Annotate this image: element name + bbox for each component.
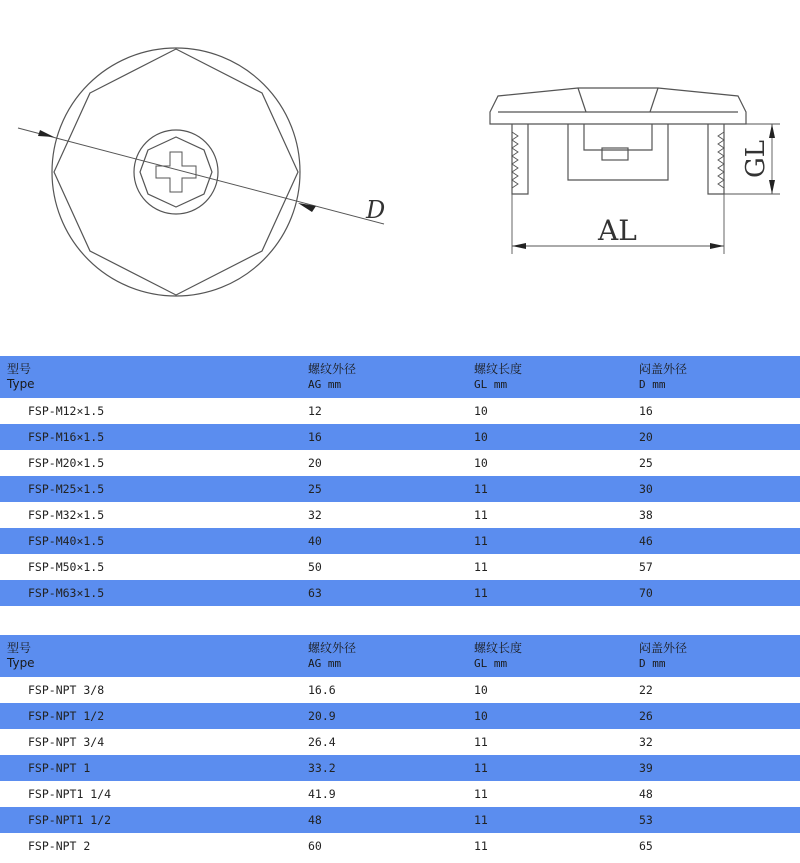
table-row [0,729,800,755]
cell-d: 38 [639,508,653,522]
cell-gl: 11 [474,508,488,522]
cell-d: 70 [639,586,653,600]
thread-teeth-left [512,132,518,188]
cell-d: 53 [639,813,653,827]
table-row [0,424,800,450]
cell-d: 32 [639,735,653,749]
cell-d: 57 [639,560,653,574]
cell-type: FSP-NPT1 1/4 [28,787,112,801]
cell-type: FSP-NPT1 1/2 [28,813,112,827]
npt-spec-table [0,635,800,859]
thread-left [512,124,528,194]
cell-ag: 48 [308,813,322,827]
cell-ag: 20 [308,456,322,470]
cell-type: FSP-NPT 2 [28,839,91,853]
header-ag: 螺纹外径 AG mm [308,641,357,670]
cell-type: FSP-M16×1.5 [28,430,105,444]
center-boss [584,124,652,150]
cell-type: FSP-M12×1.5 [28,404,105,418]
table-row [0,703,800,729]
table-row [0,450,800,476]
cell-gl: 11 [474,586,488,600]
cell-ag: 20.9 [308,709,336,723]
arrow-left [38,130,54,137]
cell-ag: 41.9 [308,787,336,801]
cell-gl: 10 [474,683,488,697]
inner-body [568,124,668,180]
cell-d: 46 [639,534,653,548]
cell-type: FSP-M50×1.5 [28,560,105,574]
cell-ag: 16.6 [308,683,336,697]
table-row [0,528,800,554]
cell-type: FSP-M63×1.5 [28,586,105,600]
cell-d: 30 [639,482,653,496]
gl-label: GL [741,139,771,178]
table-row [0,677,800,703]
table-header [0,635,800,677]
header-gl: 螺纹长度 GL mm [474,641,523,670]
cell-gl: 11 [474,787,488,801]
cell-type: FSP-M25×1.5 [28,482,105,496]
inner-circle [134,130,218,214]
cell-d: 65 [639,839,653,853]
cell-ag: 12 [308,404,322,418]
cell-gl: 11 [474,560,488,574]
metric-spec-table [0,356,800,606]
cell-ag: 32 [308,508,322,522]
cell-gl: 10 [474,404,488,418]
table-row [0,781,800,807]
phillips-slot [156,152,196,192]
thread-teeth-right [718,132,724,188]
cell-d: 26 [639,709,653,723]
cell-gl: 11 [474,813,488,827]
cell-gl: 11 [474,839,488,853]
cell-d: 16 [639,404,653,418]
hexagon-outline [54,49,298,295]
header-d: 闷盖外径 D mm [639,362,688,391]
header-type: 型号 Type [7,641,35,670]
header-d: 闷盖外径 D mm [639,641,688,670]
cell-d: 25 [639,456,653,470]
cell-type: FSP-NPT 1/2 [28,709,105,723]
table-row [0,398,800,424]
thread-right [708,124,724,194]
table-row [0,476,800,502]
table-row [0,833,800,859]
cell-ag: 50 [308,560,322,574]
cell-ag: 63 [308,586,322,600]
cell-ag: 16 [308,430,322,444]
table-row [0,554,800,580]
d-label: D [366,196,386,224]
al-label: AL [598,214,637,247]
cell-type: FSP-NPT 1 [28,761,91,775]
cell-ag: 33.2 [308,761,336,775]
cell-gl: 11 [474,735,488,749]
cell-gl: 11 [474,761,488,775]
cell-type: FSP-M32×1.5 [28,508,105,522]
header-gl: 螺纹长度 GL mm [474,362,523,391]
table-row [0,580,800,606]
cell-gl: 10 [474,709,488,723]
cell-ag: 40 [308,534,322,548]
header-ag: 螺纹外径 AG mm [308,362,357,391]
cell-d: 48 [639,787,653,801]
cell-d: 39 [639,761,653,775]
cell-type: FSP-M40×1.5 [28,534,105,548]
diameter-line [18,128,384,224]
cell-d: 22 [639,683,653,697]
cell-gl: 11 [474,534,488,548]
cell-type: FSP-M20×1.5 [28,456,105,470]
inner-hexagon [140,137,212,207]
table-row [0,807,800,833]
header-type: 型号 Type [7,362,35,391]
cell-type: FSP-NPT 3/8 [28,683,105,697]
cell-type: FSP-NPT 3/4 [28,735,105,749]
outer-circle [52,48,300,296]
front-view-drawing [18,48,384,296]
table-row [0,502,800,528]
cell-gl: 10 [474,430,488,444]
cell-ag: 60 [308,839,322,853]
arrow-right [298,203,316,212]
cell-gl: 11 [474,482,488,496]
cell-gl: 10 [474,456,488,470]
table-header [0,356,800,398]
table-row [0,755,800,781]
technical-drawings [0,0,800,340]
cap-top [490,88,746,124]
cell-d: 20 [639,430,653,444]
cell-ag: 26.4 [308,735,336,749]
cell-ag: 25 [308,482,322,496]
